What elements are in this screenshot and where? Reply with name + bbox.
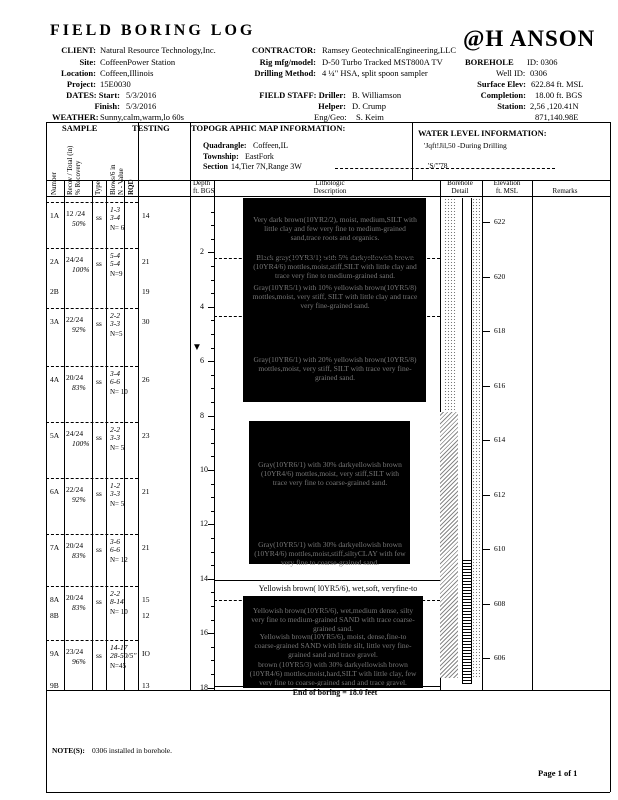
rig-value: D-50 Turbo Tracked MST800A TV	[322, 57, 443, 67]
depth-minor-tick	[211, 280, 214, 281]
depth-minor-tick	[211, 620, 214, 621]
drilling-label: Drilling Method:	[254, 68, 316, 78]
depth-minor-tick	[211, 606, 214, 607]
col-remarks: Remarks	[552, 187, 578, 195]
elevation-tick	[482, 658, 490, 659]
sample-n-value: N= 10	[110, 388, 128, 396]
sample-row-separator	[46, 478, 138, 479]
sample-blows: 14-17 28-50/5"	[110, 643, 137, 660]
surface-elev-label: Surface Elev:	[477, 79, 526, 89]
sample-number: 6A	[50, 487, 60, 496]
sample-blows: 2-2 8-14	[110, 589, 124, 606]
depth-minor-tick	[211, 647, 214, 648]
drilling-value: 4 ¼" HSA, split spoon sampler	[322, 68, 428, 78]
weather-label: WEATHER:	[52, 112, 99, 122]
sample-n-value: N= 12	[110, 556, 128, 564]
depth-tick-label: 10	[200, 465, 208, 474]
sample-blows: 3-6 6-6	[110, 537, 120, 554]
sample-test-value: 15	[142, 595, 150, 604]
elevation-tick-label: 608	[494, 598, 506, 608]
depth-tick-label: 6	[200, 356, 204, 366]
page-title: FIELD BORING LOG	[50, 22, 256, 39]
description-10: brown (10YR5/3) with 30% darkyellowish brown (10YR4/6) mottles,moist,hard,SILT with little clay, few very fine to coarse-grained sand and trace gravel.	[249, 660, 417, 687]
water-level-after: 'S/"'78	[428, 161, 448, 170]
project-label: Project:	[66, 79, 96, 89]
well-id: 0306	[530, 68, 547, 78]
rig-label: Rig mfg/model:	[259, 57, 316, 67]
sample-test-value: 21	[142, 257, 150, 266]
field-staff-label: FIELD STAFF: Driller:	[259, 90, 346, 100]
finish-label: Finish:	[94, 101, 120, 111]
sample-row-separator	[46, 534, 138, 535]
client-value: Natural Resource Technology,Inc.	[100, 45, 216, 55]
helper-value: D. Crump	[352, 101, 386, 111]
sample-number: 8A	[50, 595, 60, 604]
elevation-tick	[482, 331, 490, 332]
sample-recovery: 20/24	[66, 373, 84, 382]
sample-recovery: 24/24	[66, 429, 84, 438]
depth-minor-tick	[211, 674, 214, 675]
depth-tick-label: 16	[200, 628, 208, 638]
sample-test-value: 26	[142, 375, 150, 384]
sample-type: ss	[96, 545, 102, 554]
depth-tick-label: 14	[200, 573, 208, 583]
surface-elev-value: 622.84 ft. MSL	[531, 79, 584, 89]
township-value: EastFork	[245, 152, 274, 161]
description-9: Yellowish brown(10YR5/6), moist, dense,fine-to coarse-grained SAND with little silt, little very fine-grained sand and trace gravel.	[254, 632, 412, 659]
depth-tick	[208, 633, 214, 634]
depth-tick-label: 2	[200, 247, 204, 257]
water-level-during: 'Jqft!Jil,50 -During Drilling	[424, 141, 507, 150]
borehole-backfill-right	[472, 198, 480, 678]
description-2: Black gray(10YR3/1) with 5% darkyellowish brown (10YR4/6) mottles,moist,stiff,SILT with little clay and trace very fine to medium-grained sand.	[253, 253, 417, 280]
sample-recovery-pct: 92%	[72, 325, 86, 334]
sample-type: ss	[96, 259, 102, 268]
page-number: Page 1 of 1	[538, 768, 578, 778]
depth-tick	[208, 524, 214, 525]
sample-n-value: N= 5	[110, 444, 125, 452]
location-label: Location:	[61, 68, 96, 78]
sample-blows: 1-2 3-3	[110, 481, 120, 498]
sample-test-value: 14	[142, 211, 150, 220]
sample-row-separator	[46, 366, 138, 367]
depth-tick-label: 18	[200, 682, 208, 692]
quadrangle-label: Quadrangle:	[203, 141, 247, 150]
elevation-tick	[482, 604, 490, 605]
sample-recovery-pct: 100%	[72, 439, 90, 448]
sample-test-value: 13	[142, 681, 150, 690]
sample-type: ss	[96, 651, 102, 660]
finish-date: 5/3/2016	[126, 101, 157, 111]
helper-label: Helper:	[318, 101, 346, 111]
elevation-tick	[482, 440, 490, 441]
sample-row-separator	[46, 422, 138, 423]
sample-blows: 2-2 3-3	[110, 311, 120, 328]
sample-row-separator	[46, 586, 138, 587]
weather-value: Sunny,calm,warm,lo 60s	[100, 112, 184, 122]
sample-number: 9B	[50, 681, 59, 690]
sample-type: ss	[96, 597, 102, 606]
sample-recovery-pct: 83%	[72, 383, 86, 392]
depth-tick-label: 8	[200, 410, 204, 420]
borehole-id: ID: 0306	[527, 57, 558, 67]
depth-tick	[208, 307, 214, 308]
description-8: Yellowish brown(10YR5/6), wet,medium dense, silty very fine to medium-grained SAND with trace coarse-grained sand.	[251, 606, 415, 633]
sample-number: 1A	[50, 211, 60, 220]
sample-test-value: 12	[142, 611, 150, 620]
borehole-label: BOREHOLE	[465, 57, 514, 67]
sample-recovery-pct: 83%	[72, 551, 86, 560]
sample-test-value: 19	[142, 287, 150, 296]
station-label: Station:	[497, 101, 526, 111]
col-borehole-2: Detail	[451, 187, 469, 195]
col-number: Number	[50, 172, 58, 195]
sample-test-value: 21	[142, 487, 150, 496]
col-depth: Depth ft. BGS	[193, 179, 215, 195]
sample-row-separator	[46, 640, 138, 641]
elevation-tick	[482, 495, 490, 496]
depth-minor-tick	[211, 443, 214, 444]
depth-minor-tick	[211, 484, 214, 485]
col-blows: Blows/6 in N - Value	[109, 164, 125, 195]
section-value: 14,Tier 7N,Range 3W	[231, 162, 302, 171]
sample-row-separator	[46, 308, 138, 309]
depth-tick-label: 12	[200, 519, 208, 529]
depth-minor-tick	[211, 239, 214, 240]
depth-minor-tick	[211, 320, 214, 321]
elevation-tick-label: 614	[494, 435, 506, 444]
sample-row-separator	[46, 248, 138, 249]
sample-recovery: 20/24	[66, 593, 84, 602]
depth-minor-tick	[211, 266, 214, 267]
elevation-tick-label: 618	[494, 326, 506, 335]
depth-minor-tick	[211, 552, 214, 553]
col-litho-2: Description	[313, 187, 347, 195]
depth-minor-tick	[211, 402, 214, 403]
col-elev-2: ft. MSL	[495, 187, 519, 195]
sample-recovery: 23/24	[66, 647, 84, 656]
sample-recovery: 12 /24	[66, 209, 85, 218]
depth-minor-tick	[211, 375, 214, 376]
enggeo-label: Eng/Geo:	[314, 112, 347, 122]
sample-recovery-pct: 100%	[72, 265, 90, 274]
topo-heading: TOPOGR APHIC MAP INFORMATION:	[191, 123, 346, 133]
company-logo: @H ANSON	[463, 26, 596, 51]
sample-recovery-pct: 83%	[72, 603, 86, 612]
sample-n-value: N= 10	[110, 608, 128, 616]
col-type: Type	[94, 181, 102, 195]
sample-recovery-pct: 50%	[72, 219, 86, 228]
sample-number: 2B	[50, 287, 59, 296]
sample-blows: 3-4 6-6	[110, 369, 120, 386]
col-borehole-1: Borehole	[447, 179, 473, 187]
description-4: Gray(10YR6/1) with 20% yellowish brown(10YR5/8) mottles,moist, very stiff, SILT with trace very fine-grained sand.	[253, 355, 417, 382]
contractor-label: CONTRACTOR:	[251, 45, 316, 55]
depth-minor-tick	[211, 429, 214, 430]
col-litho-1: Lithologic	[315, 179, 345, 187]
site-value: CoffeenPower Station	[100, 57, 176, 67]
sample-row-separator	[46, 202, 138, 203]
sample-heading: SAMPLE	[62, 123, 98, 133]
sample-test-value: 30	[142, 317, 150, 326]
sample-type: ss	[96, 433, 102, 442]
sample-number: 2A	[50, 257, 60, 266]
location-value: Coffeen,Illinois	[100, 68, 154, 78]
elevation-tick	[482, 386, 490, 387]
depth-minor-tick	[211, 212, 214, 213]
elevation-tick	[482, 277, 490, 278]
elevation-tick-label: 606	[494, 653, 506, 662]
sample-blows: 1-3 3-4	[110, 205, 120, 222]
sample-test-value: IO	[142, 649, 150, 658]
water-heading: WATER LEVEL INFORMATION:	[418, 128, 547, 138]
sample-recovery-pct: 96%	[72, 657, 86, 666]
station-north: 2,56 ,120.41N	[530, 101, 579, 111]
sample-n-value: N=5	[110, 330, 123, 338]
sample-number: 4A	[50, 375, 60, 384]
depth-minor-tick	[211, 511, 214, 512]
sample-number: 5A	[50, 431, 60, 440]
depth-minor-tick	[211, 538, 214, 539]
client-label: CLIENT:	[61, 45, 96, 55]
sample-blows: 2-2 3-3	[110, 425, 120, 442]
description-5: Gray(10YR6/1) with 30% darkyellowish brown (10YR4/6) mottles,moist, very stiff,SILT with trace very fine to coarse-grained sand.	[258, 460, 402, 487]
site-label: Site:	[79, 57, 96, 67]
sample-n-value: N=45	[110, 662, 127, 670]
elevation-tick	[482, 549, 490, 550]
elevation-tick	[482, 222, 490, 223]
col-recovery: Recov / Total (in) % Recovery	[66, 145, 82, 195]
notes-label: NOTE(S):	[52, 746, 85, 755]
depth-minor-tick	[211, 348, 214, 349]
sample-n-value: N= 6	[110, 224, 125, 232]
well-screen	[462, 560, 472, 684]
project-value: 15E0030	[100, 79, 131, 89]
sample-number: 9A	[50, 649, 60, 658]
depth-minor-tick	[211, 225, 214, 226]
depth-minor-tick	[211, 293, 214, 294]
sample-type: ss	[96, 377, 102, 386]
water-level-marker: ▼	[192, 342, 202, 353]
sample-number: 7A	[50, 543, 60, 552]
sample-recovery: 20/24	[66, 541, 84, 550]
elevation-tick-label: 612	[494, 489, 506, 499]
depth-tick	[208, 688, 214, 689]
depth-tick-label: 4	[200, 301, 204, 311]
driller-value: B. Williamson	[352, 90, 402, 100]
depth-minor-tick	[211, 334, 214, 335]
testing-heading: TESTING	[132, 123, 170, 133]
description-3: Gray(10YR5/1) with 10% yellowish brown(10YR5/8) mottles,moist, very stiff, SILT with little clay and trace very fine-grained sand.	[252, 283, 418, 310]
sample-type: ss	[96, 319, 102, 328]
depth-minor-tick	[211, 456, 214, 457]
depth-tick	[208, 252, 214, 253]
section-label: Section	[203, 162, 228, 171]
sample-test-value: 23	[142, 431, 150, 440]
quadrangle-value: Coffeen,IL	[253, 141, 289, 150]
elevation-tick-label: 620	[494, 271, 506, 281]
elevation-tick-label: 616	[494, 380, 506, 390]
well-label: Well ID:	[496, 68, 526, 78]
elevation-tick-label: 610	[494, 544, 506, 553]
sample-n-value: N=9	[110, 270, 123, 278]
depth-minor-tick	[211, 660, 214, 661]
elevation-tick-label: 622	[494, 217, 506, 226]
borehole-sand-pack	[440, 412, 458, 678]
depth-tick	[208, 470, 214, 471]
description-7: Yellowish brown( l0YR5/6), wet,soft, veryfine-to	[258, 584, 418, 593]
sample-blows: 5-4 5-4	[110, 251, 120, 268]
sample-n-value: N= 5	[110, 500, 125, 508]
depth-minor-tick	[211, 592, 214, 593]
sample-type: ss	[96, 489, 102, 498]
sample-number: 3A	[50, 317, 60, 326]
sample-recovery-pct: 92%	[72, 495, 86, 504]
township-label: Township:	[203, 152, 239, 161]
notes-text: 0306 installed in borehole.	[92, 746, 172, 755]
station-east: 871,140.98E	[535, 112, 579, 122]
sample-recovery: 24/24	[66, 255, 84, 264]
enggeo-value: S. Keim	[356, 112, 384, 122]
sample-recovery: 22/24	[66, 485, 84, 494]
depth-tick	[208, 361, 214, 362]
depth-tick	[208, 416, 214, 417]
contractor-value: Ramsey GeotechnicalEngineering,LLC	[322, 45, 457, 55]
description-1: Very dark brown(10YR2/2), moist, medium,SILT with little clay and few very fine to medium-grained sand,trace roots and organics.	[253, 215, 417, 242]
completion-value: 18.00 ft. BGS	[535, 90, 583, 100]
start-date: 5/3/2016	[126, 90, 157, 100]
end-of-boring: End of boring = 18.0 feet	[292, 688, 378, 697]
dates-label: DATES: Start:	[66, 90, 120, 100]
depth-minor-tick	[211, 565, 214, 566]
depth-minor-tick	[211, 388, 214, 389]
col-rqd: RQD	[127, 179, 135, 195]
description-6: Gray(10YR5/1) with 30% darkyellowish brown (10YR4/6) mottles,moist,stiff,siltyCLAY with few very fine to coarse-grained sand.	[254, 540, 406, 567]
completion-label: Completion:	[480, 90, 526, 100]
sample-type: ss	[96, 213, 102, 222]
col-elev-1: Elevation	[493, 179, 521, 187]
sample-number: 8B	[50, 611, 59, 620]
sample-test-value: 21	[142, 543, 150, 552]
sample-recovery: 22/24	[66, 315, 84, 324]
depth-minor-tick	[211, 497, 214, 498]
